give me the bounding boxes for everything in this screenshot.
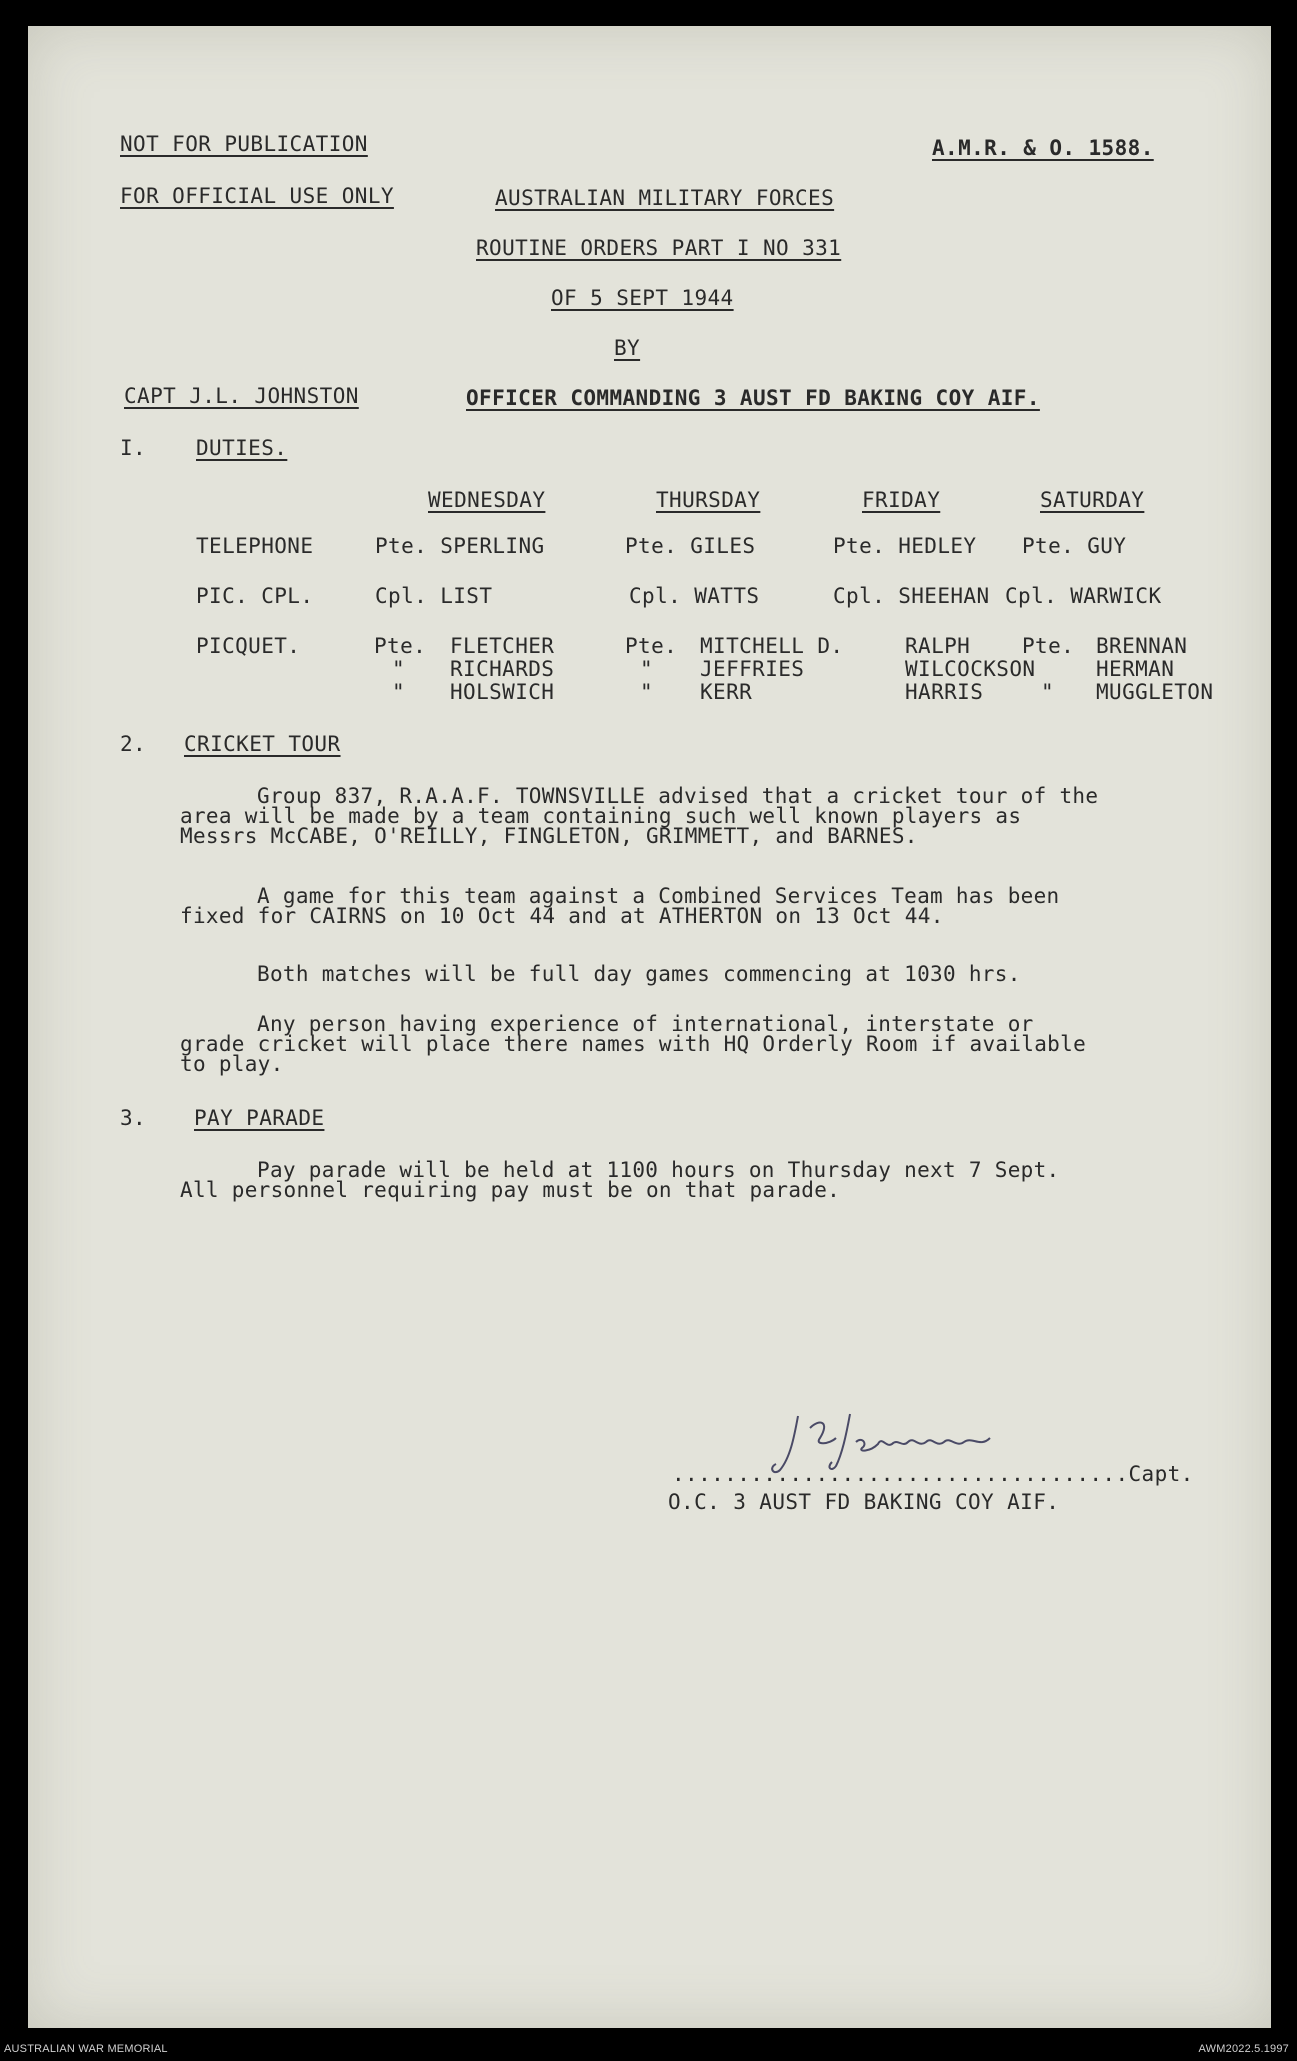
pic-cpl-label: PIC. CPL. (196, 584, 314, 608)
ditto-mark: " (640, 657, 654, 681)
picquet-sat-rank: Pte. (1022, 634, 1075, 658)
picquet-label: PICQUET. (196, 634, 301, 658)
day-wednesday: WEDNESDAY (428, 488, 546, 512)
cricket-paragraph-4: Any person having experience of international, interstate or grade cricket will place there names with HQ Orderly Room if available to play. (180, 1012, 1087, 1076)
cricket-paragraph-3: Both matches will be full day games commencing at 1030 hrs. (257, 962, 1021, 986)
picquet-sat-name-2: HERMAN (1096, 657, 1175, 681)
cricket-paragraph-1: Group 837, R.A.A.F. TOWNSVILLE advised that a cricket tour of the area will be made by a team containing such well known players as Messrs McCABE, O'REILLY, FINGLETON, GRIMMETT, and BARNES. (180, 784, 1099, 848)
picquet-fri-name-3: HARRIS (905, 680, 984, 704)
captain-name: CAPT J.L. JOHNSTON (124, 384, 359, 408)
picquet-thu-name-1: MITCHELL D. (700, 634, 844, 658)
footer-catalogue-number: AWM2022.5.1997 (1198, 2043, 1289, 2055)
footer-archive-name: AUSTRALIAN WAR MEMORIAL (4, 2043, 168, 2055)
commanding-officer-title: OFFICER COMMANDING 3 AUST FD BAKING COY AIF. (466, 386, 1040, 410)
ditto-mark: " (1041, 680, 1055, 704)
telephone-label: TELEPHONE (196, 534, 314, 558)
section-3-number: 3. (120, 1106, 147, 1130)
telephone-fri: Pte. HEDLEY (833, 534, 977, 558)
section-2-number: 2. (120, 732, 147, 756)
ditto-mark: " (640, 680, 654, 704)
pic-cpl-sat: Cpl. WARWICK (1005, 584, 1162, 608)
picquet-wed-name-3: HOLSWICH (450, 680, 555, 704)
routine-orders-title: ROUTINE ORDERS PART I NO 331 (476, 236, 842, 260)
ditto-mark: " (392, 680, 406, 704)
picquet-sat-name-1: BRENNAN (1096, 634, 1188, 658)
picquet-sat-name-3: MUGGLETON (1096, 680, 1214, 704)
orders-date: OF 5 SEPT 1944 (551, 286, 734, 310)
by-label: BY (614, 336, 641, 360)
picquet-fri-name-2: WILCOCKSON (905, 657, 1036, 681)
section-1-title: DUTIES. (196, 436, 288, 460)
day-saturday: SATURDAY (1040, 488, 1145, 512)
pic-cpl-wed: Cpl. LIST (375, 584, 493, 608)
picquet-thu-name-3: KERR (700, 680, 753, 704)
official-use-only: FOR OFFICIAL USE ONLY (120, 184, 394, 208)
picquet-wed-name-2: RICHARDS (450, 657, 555, 681)
telephone-wed: Pte. SPERLING (375, 534, 545, 558)
pay-parade-paragraph: Pay parade will be held at 1100 hours on Thursday next 7 Sept. All personnel requiring pay must be on that parade. (180, 1158, 1060, 1202)
amr-reference: A.M.R. & O. 1588. (932, 136, 1154, 160)
pic-cpl-thu: Cpl. WATTS (629, 584, 760, 608)
cricket-paragraph-2: A game for this team against a Combined Services Team has been fixed for CAIRNS on 10 Oct 44 and at ATHERTON on 13 Oct 44. (180, 884, 1060, 928)
picquet-thu-rank: Pte. (625, 634, 678, 658)
not-for-publication: NOT FOR PUBLICATION (120, 132, 368, 156)
picquet-fri-name-1: RALPH (905, 634, 971, 658)
section-1-number: I. (120, 436, 147, 460)
forces-title: AUSTRALIAN MILITARY FORCES (495, 186, 835, 210)
day-friday: FRIDAY (862, 488, 941, 512)
pic-cpl-fri: Cpl. SHEEHAN (833, 584, 990, 608)
ditto-mark: " (392, 657, 406, 681)
signature-title: O.C. 3 AUST FD BAKING COY AIF. (668, 1490, 1060, 1514)
section-2-title: CRICKET TOUR (184, 732, 341, 756)
telephone-thu: Pte. GILES (625, 534, 756, 558)
signature-dotted-line: ...................................Capt. (672, 1462, 1194, 1486)
picquet-wed-name-1: FLETCHER (450, 634, 555, 658)
picquet-thu-name-2: JEFFRIES (700, 657, 805, 681)
picquet-wed-rank: Pte. (374, 634, 427, 658)
telephone-sat: Pte. GUY (1022, 534, 1127, 558)
section-3-title: PAY PARADE (194, 1106, 325, 1130)
day-thursday: THURSDAY (656, 488, 761, 512)
